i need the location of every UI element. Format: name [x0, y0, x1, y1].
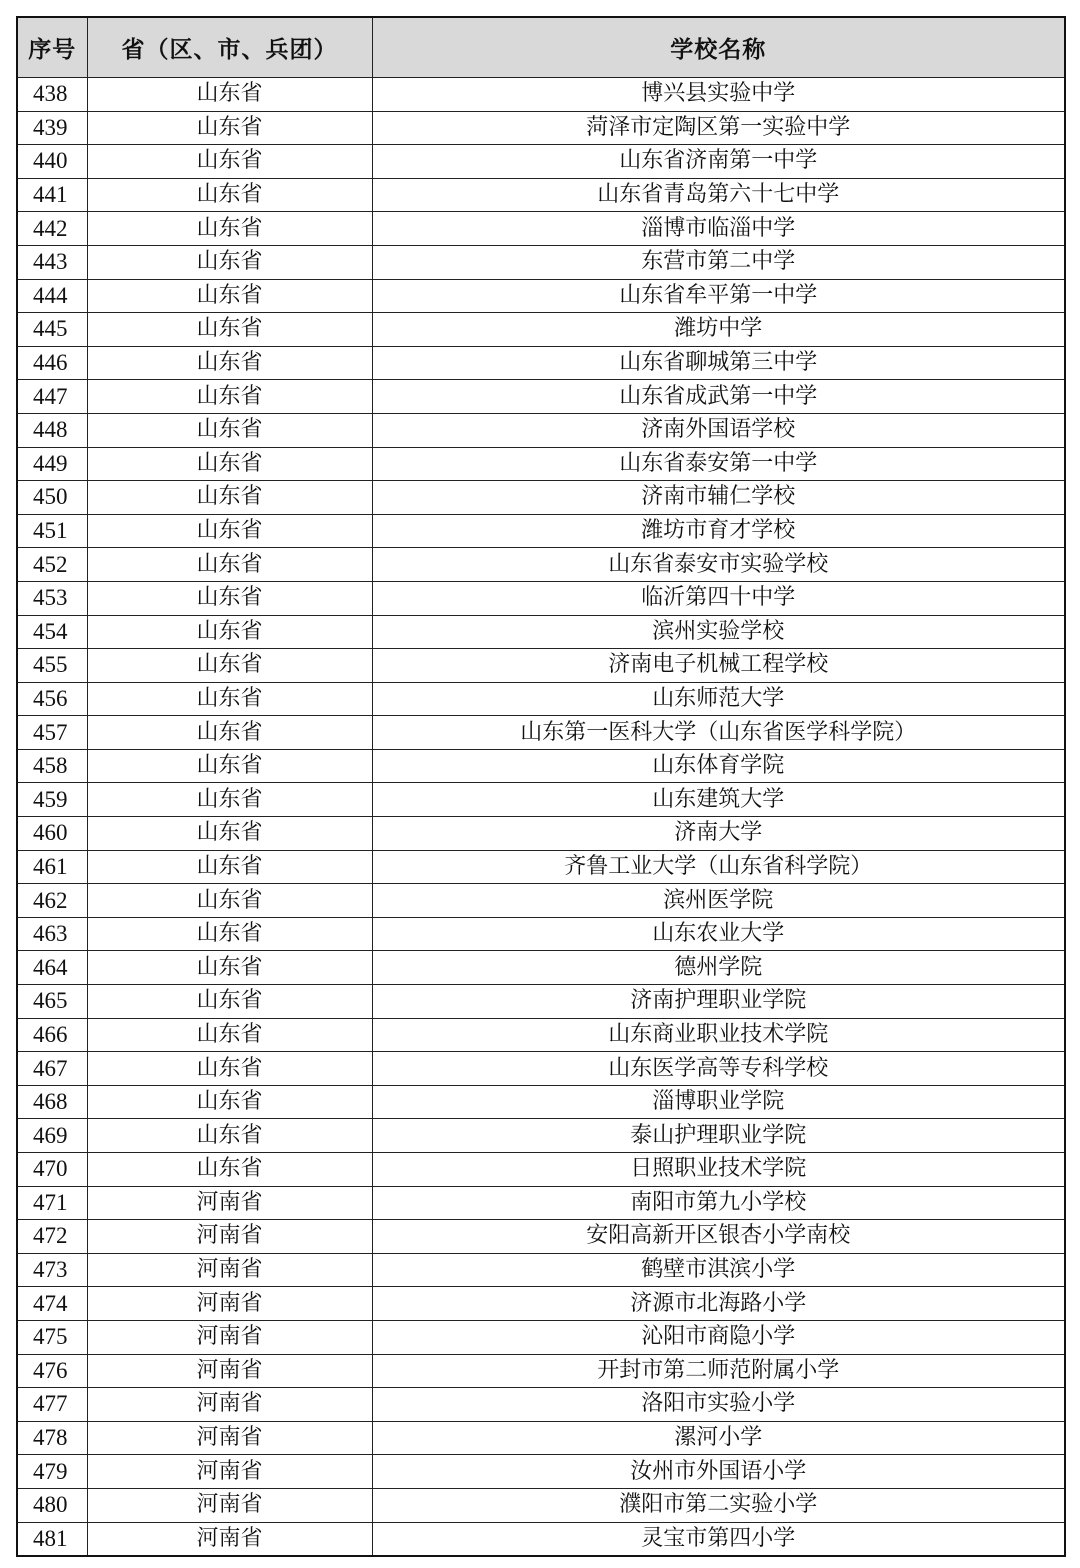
cell-school-name: 菏泽市定陶区第一实验中学	[372, 111, 1065, 145]
cell-province: 山东省	[87, 447, 372, 481]
table-header	[17, 17, 1065, 78]
table-row	[17, 1186, 1065, 1220]
cell-province: 山东省	[87, 850, 372, 884]
cell-serial-number: 461	[17, 850, 87, 884]
cell-school-name: 山东省聊城第三中学	[372, 346, 1065, 380]
cell-school-name: 山东医学高等专科学校	[372, 1052, 1065, 1086]
cell-serial-number: 449	[17, 447, 87, 481]
cell-school-name: 博兴县实验中学	[372, 78, 1065, 112]
table-row	[17, 346, 1065, 380]
cell-school-name: 济南外国语学校	[372, 413, 1065, 447]
cell-serial-number: 454	[17, 615, 87, 649]
cell-school-name: 滨州医学院	[372, 884, 1065, 918]
cell-serial-number: 468	[17, 1085, 87, 1119]
table-row	[17, 1354, 1065, 1388]
cell-province: 山东省	[87, 884, 372, 918]
cell-school-name: 濮阳市第二实验小学	[372, 1488, 1065, 1522]
cell-school-name: 临沂第四十中学	[372, 581, 1065, 615]
cell-province: 河南省	[87, 1455, 372, 1489]
school-list-table	[16, 16, 1066, 1557]
table-row	[17, 1052, 1065, 1086]
cell-province: 山东省	[87, 548, 372, 582]
cell-province: 河南省	[87, 1320, 372, 1354]
cell-serial-number: 473	[17, 1253, 87, 1287]
table-row	[17, 850, 1065, 884]
cell-serial-number: 466	[17, 1018, 87, 1052]
cell-province: 山东省	[87, 951, 372, 985]
cell-serial-number: 465	[17, 985, 87, 1019]
cell-serial-number: 444	[17, 279, 87, 313]
cell-serial-number: 479	[17, 1455, 87, 1489]
cell-province: 山东省	[87, 346, 372, 380]
cell-serial-number: 464	[17, 951, 87, 985]
table-row	[17, 649, 1065, 683]
cell-school-name: 潍坊市育才学校	[372, 514, 1065, 548]
cell-school-name: 汝州市外国语小学	[372, 1455, 1065, 1489]
table-row	[17, 212, 1065, 246]
cell-province: 山东省	[87, 649, 372, 683]
cell-school-name: 齐鲁工业大学（山东省科学院）	[372, 850, 1065, 884]
cell-school-name: 山东体育学院	[372, 749, 1065, 783]
cell-school-name: 漯河小学	[372, 1421, 1065, 1455]
table-row	[17, 1287, 1065, 1321]
cell-province: 河南省	[87, 1287, 372, 1321]
cell-serial-number: 441	[17, 178, 87, 212]
cell-serial-number: 476	[17, 1354, 87, 1388]
cell-province: 山东省	[87, 749, 372, 783]
cell-province: 河南省	[87, 1220, 372, 1254]
table-row	[17, 1153, 1065, 1187]
cell-province: 山东省	[87, 145, 372, 179]
cell-serial-number: 448	[17, 413, 87, 447]
cell-province: 山东省	[87, 716, 372, 750]
cell-serial-number: 463	[17, 917, 87, 951]
header-row	[17, 17, 1065, 78]
cell-school-name: 济源市北海路小学	[372, 1287, 1065, 1321]
table-row	[17, 817, 1065, 851]
table-row	[17, 1085, 1065, 1119]
table-row	[17, 749, 1065, 783]
cell-province: 山东省	[87, 313, 372, 347]
header-serial-number: 序号	[17, 17, 87, 78]
cell-serial-number: 438	[17, 78, 87, 112]
cell-province: 山东省	[87, 817, 372, 851]
table-row	[17, 245, 1065, 279]
cell-province: 山东省	[87, 481, 372, 515]
header-school-name: 学校名称	[372, 17, 1065, 78]
cell-serial-number: 456	[17, 682, 87, 716]
table-row	[17, 413, 1065, 447]
cell-province: 河南省	[87, 1421, 372, 1455]
table-row	[17, 78, 1065, 112]
cell-school-name: 山东省泰安市实验学校	[372, 548, 1065, 582]
cell-province: 山东省	[87, 1018, 372, 1052]
cell-serial-number: 442	[17, 212, 87, 246]
cell-serial-number: 445	[17, 313, 87, 347]
cell-school-name: 济南大学	[372, 817, 1065, 851]
cell-school-name: 泰山护理职业学院	[372, 1119, 1065, 1153]
table-row	[17, 447, 1065, 481]
cell-serial-number: 439	[17, 111, 87, 145]
cell-school-name: 德州学院	[372, 951, 1065, 985]
table-row	[17, 380, 1065, 414]
cell-serial-number: 458	[17, 749, 87, 783]
cell-serial-number: 467	[17, 1052, 87, 1086]
cell-serial-number: 440	[17, 145, 87, 179]
table-row	[17, 1320, 1065, 1354]
cell-province: 山东省	[87, 380, 372, 414]
cell-school-name: 鹤壁市淇滨小学	[372, 1253, 1065, 1287]
table-row	[17, 716, 1065, 750]
table-row	[17, 884, 1065, 918]
table-row	[17, 615, 1065, 649]
cell-school-name: 日照职业技术学院	[372, 1153, 1065, 1187]
table-row	[17, 178, 1065, 212]
cell-school-name: 淄博市临淄中学	[372, 212, 1065, 246]
cell-province: 河南省	[87, 1253, 372, 1287]
cell-province: 山东省	[87, 279, 372, 313]
cell-school-name: 山东省牟平第一中学	[372, 279, 1065, 313]
cell-school-name: 安阳高新开区银杏小学南校	[372, 1220, 1065, 1254]
cell-serial-number: 457	[17, 716, 87, 750]
table-row	[17, 951, 1065, 985]
cell-serial-number: 481	[17, 1522, 87, 1556]
cell-province: 山东省	[87, 212, 372, 246]
cell-school-name: 山东第一医科大学（山东省医学科学院）	[372, 716, 1065, 750]
cell-province: 山东省	[87, 245, 372, 279]
table-row	[17, 1455, 1065, 1489]
cell-serial-number: 460	[17, 817, 87, 851]
table-row	[17, 1522, 1065, 1556]
cell-school-name: 山东建筑大学	[372, 783, 1065, 817]
cell-province: 河南省	[87, 1488, 372, 1522]
table-row	[17, 1119, 1065, 1153]
cell-province: 山东省	[87, 1085, 372, 1119]
cell-province: 山东省	[87, 985, 372, 1019]
cell-school-name: 南阳市第九小学校	[372, 1186, 1065, 1220]
cell-province: 山东省	[87, 111, 372, 145]
table-row	[17, 682, 1065, 716]
cell-school-name: 山东师范大学	[372, 682, 1065, 716]
cell-province: 山东省	[87, 783, 372, 817]
cell-province: 山东省	[87, 581, 372, 615]
table-body	[17, 78, 1065, 1557]
cell-school-name: 灵宝市第四小学	[372, 1522, 1065, 1556]
table-row	[17, 481, 1065, 515]
table-row	[17, 111, 1065, 145]
cell-province: 山东省	[87, 1119, 372, 1153]
cell-serial-number: 459	[17, 783, 87, 817]
table-row	[17, 514, 1065, 548]
table-row	[17, 548, 1065, 582]
cell-serial-number: 480	[17, 1488, 87, 1522]
cell-serial-number: 472	[17, 1220, 87, 1254]
table-row	[17, 1018, 1065, 1052]
cell-serial-number: 443	[17, 245, 87, 279]
cell-province: 河南省	[87, 1186, 372, 1220]
cell-school-name: 济南市辅仁学校	[372, 481, 1065, 515]
cell-school-name: 洛阳市实验小学	[372, 1388, 1065, 1422]
cell-serial-number: 451	[17, 514, 87, 548]
cell-province: 山东省	[87, 1153, 372, 1187]
table-row	[17, 1220, 1065, 1254]
cell-serial-number: 471	[17, 1186, 87, 1220]
cell-province: 河南省	[87, 1354, 372, 1388]
table-row	[17, 783, 1065, 817]
cell-school-name: 开封市第二师范附属小学	[372, 1354, 1065, 1388]
table-row	[17, 985, 1065, 1019]
cell-province: 河南省	[87, 1388, 372, 1422]
table-row	[17, 581, 1065, 615]
table-row	[17, 1488, 1065, 1522]
table-row	[17, 145, 1065, 179]
cell-province: 山东省	[87, 78, 372, 112]
cell-serial-number: 470	[17, 1153, 87, 1187]
cell-serial-number: 455	[17, 649, 87, 683]
cell-serial-number: 446	[17, 346, 87, 380]
cell-province: 山东省	[87, 514, 372, 548]
cell-serial-number: 452	[17, 548, 87, 582]
cell-province: 山东省	[87, 1052, 372, 1086]
cell-school-name: 沁阳市商隐小学	[372, 1320, 1065, 1354]
cell-province: 山东省	[87, 615, 372, 649]
table-row	[17, 1253, 1065, 1287]
cell-serial-number: 478	[17, 1421, 87, 1455]
cell-province: 山东省	[87, 413, 372, 447]
cell-school-name: 山东省泰安第一中学	[372, 447, 1065, 481]
cell-serial-number: 453	[17, 581, 87, 615]
cell-school-name: 潍坊中学	[372, 313, 1065, 347]
cell-serial-number: 477	[17, 1388, 87, 1422]
cell-province: 山东省	[87, 917, 372, 951]
cell-school-name: 滨州实验学校	[372, 615, 1065, 649]
cell-school-name: 山东省青岛第六十七中学	[372, 178, 1065, 212]
cell-serial-number: 474	[17, 1287, 87, 1321]
header-province: 省（区、市、兵团）	[87, 17, 372, 78]
cell-school-name: 山东省济南第一中学	[372, 145, 1065, 179]
cell-school-name: 山东省成武第一中学	[372, 380, 1065, 414]
table-row	[17, 1421, 1065, 1455]
table-row	[17, 313, 1065, 347]
cell-school-name: 山东商业职业技术学院	[372, 1018, 1065, 1052]
cell-school-name: 山东农业大学	[372, 917, 1065, 951]
document-sheet	[16, 16, 1064, 1557]
table-row	[17, 1388, 1065, 1422]
cell-school-name: 济南电子机械工程学校	[372, 649, 1065, 683]
cell-serial-number: 462	[17, 884, 87, 918]
cell-serial-number: 469	[17, 1119, 87, 1153]
cell-serial-number: 450	[17, 481, 87, 515]
cell-province: 山东省	[87, 682, 372, 716]
cell-serial-number: 475	[17, 1320, 87, 1354]
cell-school-name: 济南护理职业学院	[372, 985, 1065, 1019]
cell-school-name: 东营市第二中学	[372, 245, 1065, 279]
table-row	[17, 279, 1065, 313]
cell-province: 山东省	[87, 178, 372, 212]
table-row	[17, 917, 1065, 951]
cell-school-name: 淄博职业学院	[372, 1085, 1065, 1119]
cell-serial-number: 447	[17, 380, 87, 414]
cell-province: 河南省	[87, 1522, 372, 1556]
